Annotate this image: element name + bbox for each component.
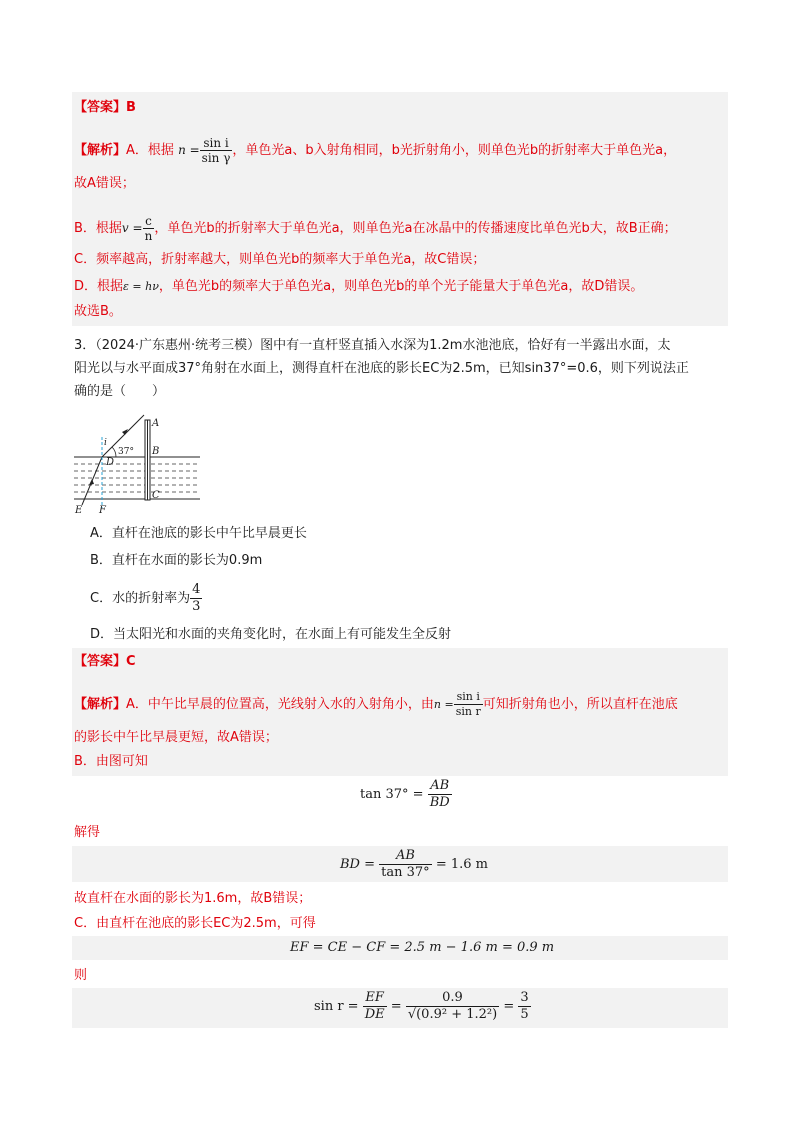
q3-analysis-b-intro: B．由图可知	[74, 754, 148, 769]
eq4-lhs: sin r =	[314, 999, 359, 1014]
analysis-d-prefix: D．根据	[74, 279, 124, 294]
q2-analysis-b	[74, 214, 677, 243]
q3-analysis-a	[74, 690, 678, 719]
option-d[interactable]: D．当太阳光和水面的夹角变化时，在水面上有可能发生全反射	[90, 627, 452, 642]
eq2-fraction: $\frac{AB}{\tan 37^\circ}$	[381, 848, 430, 880]
equation-tan37	[360, 778, 452, 811]
analysis-b-text: ，单色光b的折射率大于单色光a，则单色光a在冰晶中的传播速度比单色光b大，故B正确；	[154, 221, 677, 236]
formula-e: ε = hν	[123, 280, 159, 293]
analysis-a-text: ，单色光a、b入射角相同，b光折射角小，则单色光b的折射率大于单色光a，	[232, 143, 677, 158]
analysis-d-text: ，单色光b的频率大于单色光a，则单色光b的单个光子能量大于单色光a，故D错误。	[158, 279, 644, 294]
option-b[interactable]: B．直杆在水面的影长为0.9m	[90, 553, 263, 568]
eq4-fraction-3: $\frac{3}{5}$	[520, 990, 529, 1022]
answer-value: B	[126, 100, 136, 115]
q2-analysis-d	[74, 277, 643, 297]
eq2-rhs: = 1.6 m	[435, 857, 488, 872]
q3-solve-label: 解得	[74, 825, 101, 840]
q2-final-answer: 故选B。	[74, 304, 122, 319]
formula-n-fraction: $\frac{\text{sin i}}{\text{sin γ}}$	[201, 136, 231, 165]
option-c-prefix: C．水的折射率为	[90, 591, 191, 606]
label-a: A	[152, 418, 160, 429]
answer-label: 【答案】	[74, 654, 127, 669]
formula-n-lhs: n =	[433, 698, 454, 711]
q2-analysis-a	[74, 136, 676, 165]
q3-analysis-b-conclusion: 故直杆在水面的影长为1.6m，故B错误；	[74, 891, 312, 906]
formula-v-fraction: $\frac{c}{n}$	[144, 214, 153, 243]
label-angle: 37°	[118, 447, 134, 457]
label-f: F	[99, 505, 106, 514]
equation-ef: EF = CE − CF = 2.5 m − 1.6 m = 0.9 m	[290, 940, 555, 955]
q2-analysis-c: C．频率越高，折射率越大，则单色光b的频率大于单色光a，故C错误；	[74, 252, 486, 267]
option-a[interactable]: A．直杆在池底的影长中午比早晨更长	[90, 526, 307, 541]
eq1-fraction: $\frac{AB}{BD}$	[429, 778, 450, 810]
q3-answer-line	[74, 652, 136, 672]
option-c-fraction: $\frac{4}{3}$	[192, 582, 201, 614]
analysis-label: 【解析】	[74, 143, 127, 158]
q2-analysis-a-conclusion: 故A错误；	[74, 176, 135, 191]
formula-n-lhs: n =	[178, 143, 200, 157]
answer-value: C	[126, 654, 136, 669]
label-b: B	[152, 446, 160, 457]
eq4-fraction-1: $\frac{EF}{DE}$	[364, 990, 385, 1022]
q3-figure	[72, 402, 202, 514]
q2-answer-line	[74, 98, 136, 118]
analysis-a-prefix: A．根据	[126, 143, 174, 158]
label-c: C	[152, 490, 160, 501]
q3-stem-line3: 确的是（ ）	[74, 384, 166, 399]
equation-sinr: sin r = $\frac{EF}{DE}$ = $\frac{0.9}{\text{√(0.9² + 1.2²)}}$ = $\frac{3}{5}$	[314, 990, 529, 1022]
analysis-label: 【解析】	[74, 697, 127, 712]
answer-label: 【答案】	[74, 100, 127, 115]
label-i: i	[104, 438, 107, 448]
eq4-fraction-2: $\frac{0.9}{\text{√(0.9² + 1.2²)}}$	[407, 990, 498, 1022]
option-c[interactable]	[90, 582, 202, 615]
equation-bd	[340, 848, 488, 881]
eq1-lhs: tan 37° =	[360, 787, 424, 802]
analysis-a-prefix: A．中午比早晨的位置高，光线射入水的入射角小，由	[126, 697, 434, 712]
q3-analysis-c-intro: C．由直杆在池底的影长EC为2.5m，可得	[74, 916, 316, 931]
label-e: E	[75, 505, 83, 514]
analysis-b-prefix: B．根据	[74, 221, 122, 236]
analysis-a-text: 可知折射角也小，所以直杆在池底	[482, 697, 678, 712]
q3-then-label: 则	[74, 968, 88, 983]
q3-analysis-a-cont: 的影长中午比早晨更短，故A错误；	[74, 730, 278, 745]
eq2-lhs: BD =	[340, 857, 376, 872]
formula-n-fraction: $\frac{\text{sin i}}{\text{sin r}}$	[455, 690, 481, 718]
label-d: D	[106, 457, 115, 468]
formula-v-lhs: v =	[121, 221, 143, 235]
q3-stem-line1: 3．（2024·广东惠州·统考三模）图中有一直杆竖直插入水深为1.2m水池池底，恰好有一半露出水面，太	[74, 338, 671, 353]
q3-stem-line2: 阳光以与水平面成37°角射在水面上，测得直杆在池底的影长EC为2.5m，已知sin37°=0.6，则下列说法正	[74, 361, 689, 376]
